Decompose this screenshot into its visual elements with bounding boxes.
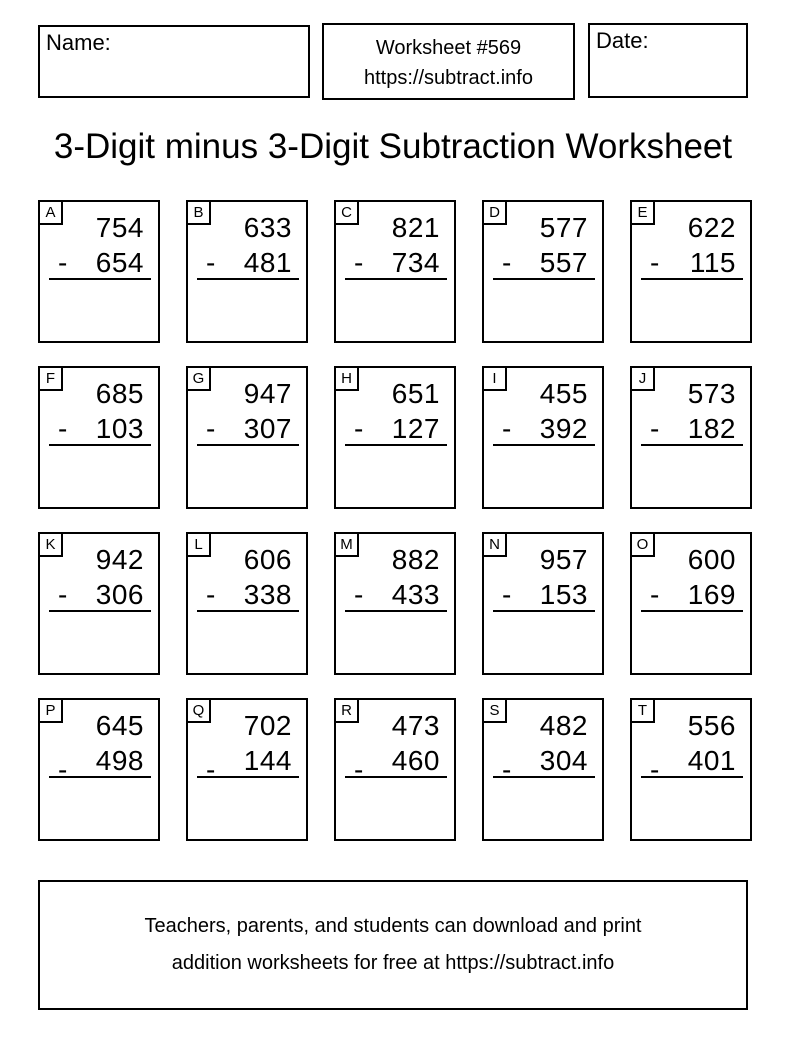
worksheet-number: Worksheet #569 <box>375 37 522 59</box>
problem-label: L <box>188 534 211 557</box>
minuend-value: 702 <box>243 710 292 741</box>
answer-space[interactable] <box>486 282 600 339</box>
answer-space[interactable] <box>486 448 600 505</box>
problem-cell <box>334 532 456 675</box>
problem-cell <box>482 200 604 343</box>
minus-operator: - <box>58 413 68 444</box>
problem-cell <box>38 200 160 343</box>
answer-space[interactable] <box>338 282 452 339</box>
subtrahend-value: 144 <box>243 745 292 776</box>
problem-label: C <box>336 202 359 225</box>
subtrahend-value: 498 <box>95 745 144 776</box>
problem-cell <box>482 698 604 841</box>
answer-space[interactable] <box>634 448 748 505</box>
answer-space[interactable] <box>634 780 748 837</box>
answer-space[interactable] <box>338 614 452 671</box>
minuend-value: 482 <box>539 710 588 741</box>
problem-cell <box>334 200 456 343</box>
problem-label: E <box>632 202 655 225</box>
answer-space[interactable] <box>338 448 452 505</box>
minus-operator: - <box>206 754 216 785</box>
problem-label: P <box>40 700 63 723</box>
answer-rule <box>493 278 595 280</box>
minus-operator: - <box>206 413 216 444</box>
minus-operator: - <box>502 754 512 785</box>
answer-space[interactable] <box>190 780 304 837</box>
answer-rule <box>197 444 299 446</box>
problem-cell <box>482 366 604 509</box>
minuend-value: 573 <box>687 378 736 409</box>
problem-label: D <box>484 202 507 225</box>
problem-label: M <box>336 534 359 557</box>
subtrahend-value: 557 <box>539 247 588 278</box>
problem-label: F <box>40 368 63 391</box>
problem-label: I <box>484 368 507 391</box>
minuend-value: 947 <box>243 378 292 409</box>
minuend-value: 645 <box>95 710 144 741</box>
minuend-value: 651 <box>391 378 440 409</box>
minuend-value: 821 <box>391 212 440 243</box>
minuend-value: 600 <box>687 544 736 575</box>
subtrahend-value: 401 <box>687 745 736 776</box>
date-box[interactable] <box>588 23 748 98</box>
problem-cell <box>630 200 752 343</box>
answer-rule <box>345 444 447 446</box>
minus-operator: - <box>206 579 216 610</box>
minus-operator: - <box>354 754 364 785</box>
answer-space[interactable] <box>190 282 304 339</box>
problem-label: H <box>336 368 359 391</box>
answer-space[interactable] <box>42 282 156 339</box>
problem-cell <box>630 698 752 841</box>
answer-rule <box>641 610 743 612</box>
subtrahend-value: 460 <box>391 745 440 776</box>
subtrahend-value: 103 <box>95 413 144 444</box>
minuend-value: 942 <box>95 544 144 575</box>
answer-rule <box>49 610 151 612</box>
subtrahend-value: 307 <box>243 413 292 444</box>
problem-cell <box>38 366 160 509</box>
subtrahend-value: 654 <box>95 247 144 278</box>
problem-cell <box>38 532 160 675</box>
problem-label: G <box>188 368 211 391</box>
answer-space[interactable] <box>42 448 156 505</box>
minus-operator: - <box>354 413 364 444</box>
answer-rule <box>493 610 595 612</box>
minus-operator: - <box>502 413 512 444</box>
problem-label: T <box>632 700 655 723</box>
answer-rule <box>641 278 743 280</box>
answer-rule <box>197 610 299 612</box>
minuend-value: 957 <box>539 544 588 575</box>
problem-label: K <box>40 534 63 557</box>
problem-label: N <box>484 534 507 557</box>
answer-space[interactable] <box>486 614 600 671</box>
problem-cell <box>630 366 752 509</box>
subtrahend-value: 169 <box>687 579 736 610</box>
problem-cell <box>186 532 308 675</box>
problems-grid <box>38 200 752 841</box>
problem-cell <box>630 532 752 675</box>
answer-space[interactable] <box>486 780 600 837</box>
answer-rule <box>49 776 151 778</box>
minus-operator: - <box>502 579 512 610</box>
problem-cell <box>186 698 308 841</box>
problem-cell <box>186 366 308 509</box>
answer-rule <box>49 444 151 446</box>
problem-label: S <box>484 700 507 723</box>
problem-cell <box>334 698 456 841</box>
minuend-value: 685 <box>95 378 144 409</box>
minus-operator: - <box>650 579 660 610</box>
subtrahend-value: 433 <box>391 579 440 610</box>
answer-space[interactable] <box>190 448 304 505</box>
worksheet-info-box <box>322 23 575 100</box>
minuend-value: 622 <box>687 212 736 243</box>
problem-label: A <box>40 202 63 225</box>
problem-cell <box>186 200 308 343</box>
answer-rule <box>345 278 447 280</box>
minuend-value: 754 <box>95 212 144 243</box>
name-box[interactable] <box>38 25 310 98</box>
answer-rule <box>49 278 151 280</box>
answer-space[interactable] <box>634 614 748 671</box>
minuend-value: 455 <box>539 378 588 409</box>
footer-box <box>38 880 748 1010</box>
minuend-value: 606 <box>243 544 292 575</box>
minuend-value: 633 <box>243 212 292 243</box>
answer-rule <box>345 776 447 778</box>
minuend-value: 577 <box>539 212 588 243</box>
minus-operator: - <box>650 754 660 785</box>
problem-label: R <box>336 700 359 723</box>
subtrahend-value: 182 <box>687 413 736 444</box>
minus-operator: - <box>354 579 364 610</box>
minus-operator: - <box>58 754 68 785</box>
minus-operator: - <box>650 413 660 444</box>
subtrahend-value: 481 <box>243 247 292 278</box>
minus-operator: - <box>650 247 660 278</box>
answer-rule <box>197 776 299 778</box>
problem-cell <box>482 532 604 675</box>
subtrahend-value: 127 <box>391 413 440 444</box>
problem-cell <box>334 366 456 509</box>
problem-label: B <box>188 202 211 225</box>
subtrahend-value: 734 <box>391 247 440 278</box>
subtrahend-value: 338 <box>243 579 292 610</box>
subtrahend-value: 306 <box>95 579 144 610</box>
answer-space[interactable] <box>42 780 156 837</box>
minus-operator: - <box>58 579 68 610</box>
minuend-value: 556 <box>687 710 736 741</box>
answer-rule <box>493 776 595 778</box>
answer-space[interactable] <box>190 614 304 671</box>
minuend-value: 473 <box>391 710 440 741</box>
answer-rule <box>641 776 743 778</box>
minus-operator: - <box>354 247 364 278</box>
subtrahend-value: 153 <box>539 579 588 610</box>
problem-cell <box>38 698 160 841</box>
minus-operator: - <box>206 247 216 278</box>
minuend-value: 882 <box>391 544 440 575</box>
subtrahend-value: 392 <box>539 413 588 444</box>
answer-rule <box>197 278 299 280</box>
answer-space[interactable] <box>338 780 452 837</box>
answer-space[interactable] <box>42 614 156 671</box>
answer-rule <box>345 610 447 612</box>
worksheet-url: https://subtract.info <box>364 67 533 89</box>
subtrahend-value: 115 <box>689 247 736 278</box>
problem-label: Q <box>188 700 211 723</box>
answer-space[interactable] <box>634 282 748 339</box>
minus-operator: - <box>58 247 68 278</box>
minus-operator: - <box>502 247 512 278</box>
footer-line-2: addition worksheets for free at https://subtract.info <box>171 952 615 974</box>
answer-rule <box>641 444 743 446</box>
subtrahend-value: 304 <box>539 745 588 776</box>
footer-line-1: Teachers, parents, and students can download and print <box>144 915 642 937</box>
problem-label: O <box>632 534 655 557</box>
answer-rule <box>493 444 595 446</box>
problem-label: J <box>632 368 655 391</box>
date-label: Date: <box>596 28 649 53</box>
name-label: Name: <box>46 30 111 55</box>
page-title: 3-Digit minus 3-Digit Subtraction Worksheet <box>53 127 733 166</box>
